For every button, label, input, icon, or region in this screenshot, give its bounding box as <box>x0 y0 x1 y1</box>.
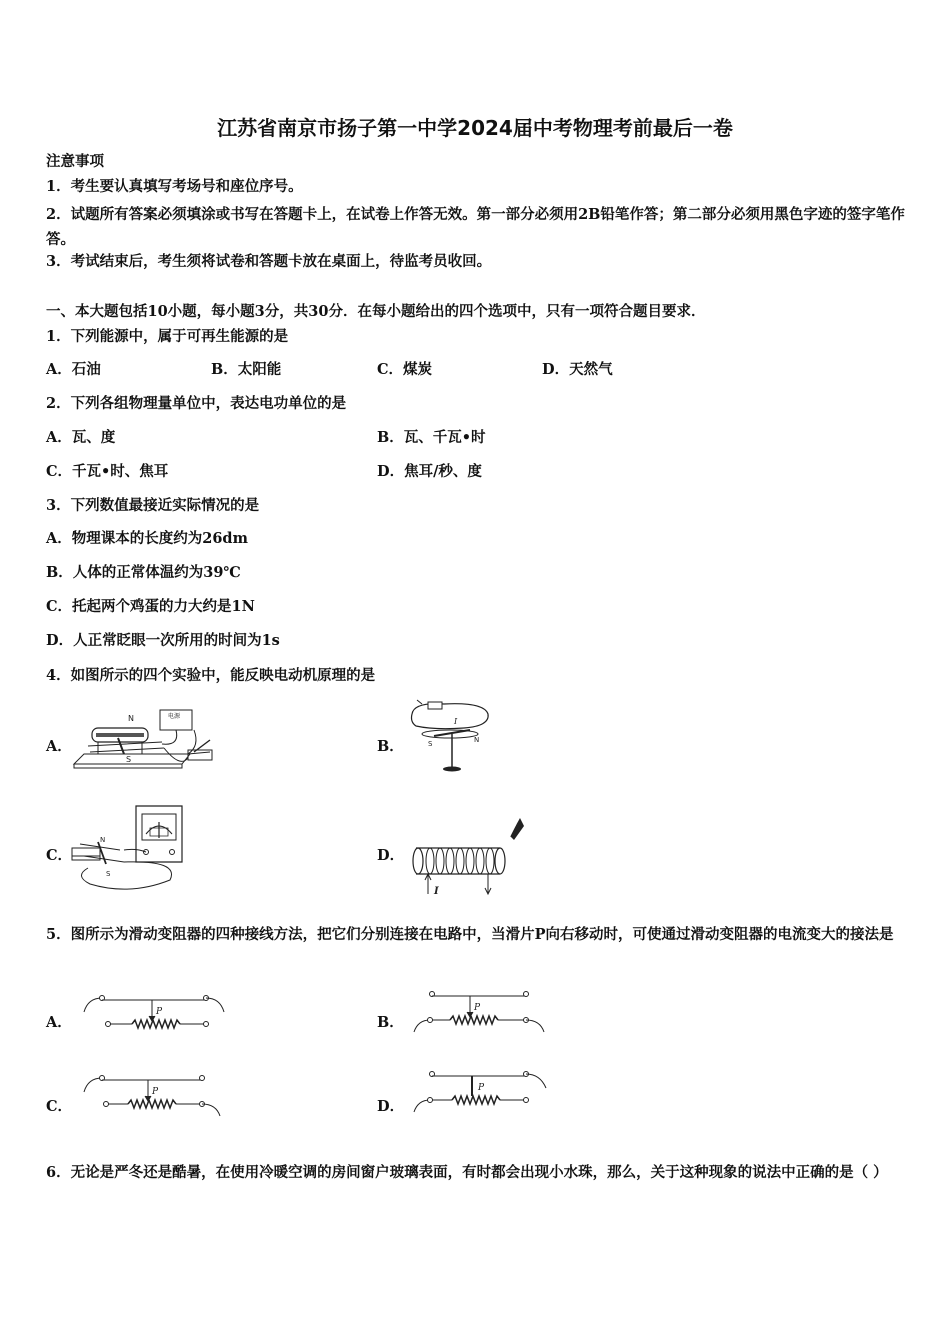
solenoid-compass-figure <box>410 812 530 898</box>
q5-option-c: C． <box>46 1098 73 1115</box>
label-current: I <box>434 886 439 897</box>
q2-option-d: D．焦耳/秒、度 <box>377 463 482 480</box>
q1-option-d: D．天然气 <box>542 361 613 378</box>
question-1-stem: 1．下列能源中，属于可再生能源的是 <box>46 328 289 345</box>
q5-option-b: B． <box>377 1014 404 1031</box>
oersted-figure <box>404 696 494 776</box>
notice-heading: 注意事项 <box>46 153 104 170</box>
label-n: N <box>100 836 106 844</box>
label-n: N <box>474 736 480 744</box>
notice-item-2: 2．试题所有答案必须填涂或书写在答题卡上，在试卷上作答无效。第一部分必须用2B铅笔作答；第二部分必须用黑色字迹的签字笔作答。 <box>46 206 905 248</box>
q3-option-a: A．物理课本的长度约为26dm <box>46 530 248 547</box>
question-5-stem: 5．图所示为滑动变阻器的四种接线方法，把它们分别连接在电路中，当滑片P向右移动时，可使通过滑动变阻器的电流变大的接法是 <box>46 926 894 943</box>
label-s: S <box>428 740 433 748</box>
q1-option-c: C．煤炭 <box>377 361 433 378</box>
notice-item-1: 1．考生要认真填写考场号和座位序号。 <box>46 178 303 195</box>
question-3-stem: 3．下列数值最接近实际情况的是 <box>46 497 260 514</box>
q2-option-a: A．瓦、度 <box>46 429 116 446</box>
rheostat-figure-a <box>80 990 230 1036</box>
q3-option-d: D．人正常眨眼一次所用的时间为1s <box>46 632 280 649</box>
question-2-stem: 2．下列各组物理量单位中，表达电功单位的是 <box>46 395 347 412</box>
q1-option-a: A．石油 <box>46 361 101 378</box>
label-slider: P <box>156 1007 163 1017</box>
q5-option-a: A． <box>46 1014 72 1031</box>
magnet-rail-figure <box>70 706 220 776</box>
question-6-stem: 6．无论是严冬还是酷暑，在使用冷暖空调的房间窗户玻璃表面，有时都会出现小水珠，那么，关于这种现象的说法中正确的是（ ） <box>46 1164 888 1181</box>
q3-option-b: B．人体的正常体温约为39℃ <box>46 564 241 581</box>
rheostat-figure-b <box>410 986 560 1038</box>
q2-option-c: C．千瓦•时、焦耳 <box>46 463 169 480</box>
page-title: 江苏省南京市扬子第一中学2024届中考物理考前最后一卷 <box>217 116 733 140</box>
q4-option-b: B． <box>377 738 404 755</box>
notice-item-3: 3．考试结束后，考生须将试卷和答题卡放在桌面上，待监考员收回。 <box>46 253 492 270</box>
rheostat-figure-d <box>410 1066 560 1118</box>
q2-option-b: B．瓦、千瓦•时 <box>377 429 486 446</box>
label-s: S <box>106 870 111 878</box>
section-intro: 一、本大题包括10小题，每小题3分，共30分．在每小题给出的四个选项中，只有一项符合题目要求． <box>46 303 706 320</box>
label-slider: P <box>478 1083 485 1093</box>
label-s: S <box>126 755 132 764</box>
q4-option-a: A． <box>46 738 72 755</box>
question-4-stem: 4．如图所示的四个实验中，能反映电动机原理的是 <box>46 667 376 684</box>
q1-option-b: B．太阳能 <box>211 361 282 378</box>
label-slider: P <box>474 1003 481 1013</box>
rheostat-figure-c <box>80 1070 230 1122</box>
label-current: I <box>454 717 458 726</box>
label-power: 电源 <box>168 713 181 720</box>
q4-option-d: D． <box>377 847 405 864</box>
q3-option-c: C．托起两个鸡蛋的力大约是1N <box>46 598 255 615</box>
label-slider: P <box>152 1087 159 1097</box>
q4-option-c: C． <box>46 847 73 864</box>
q5-option-d: D． <box>377 1098 405 1115</box>
generator-galvanometer-figure <box>70 804 200 896</box>
label-n: N <box>128 714 134 723</box>
